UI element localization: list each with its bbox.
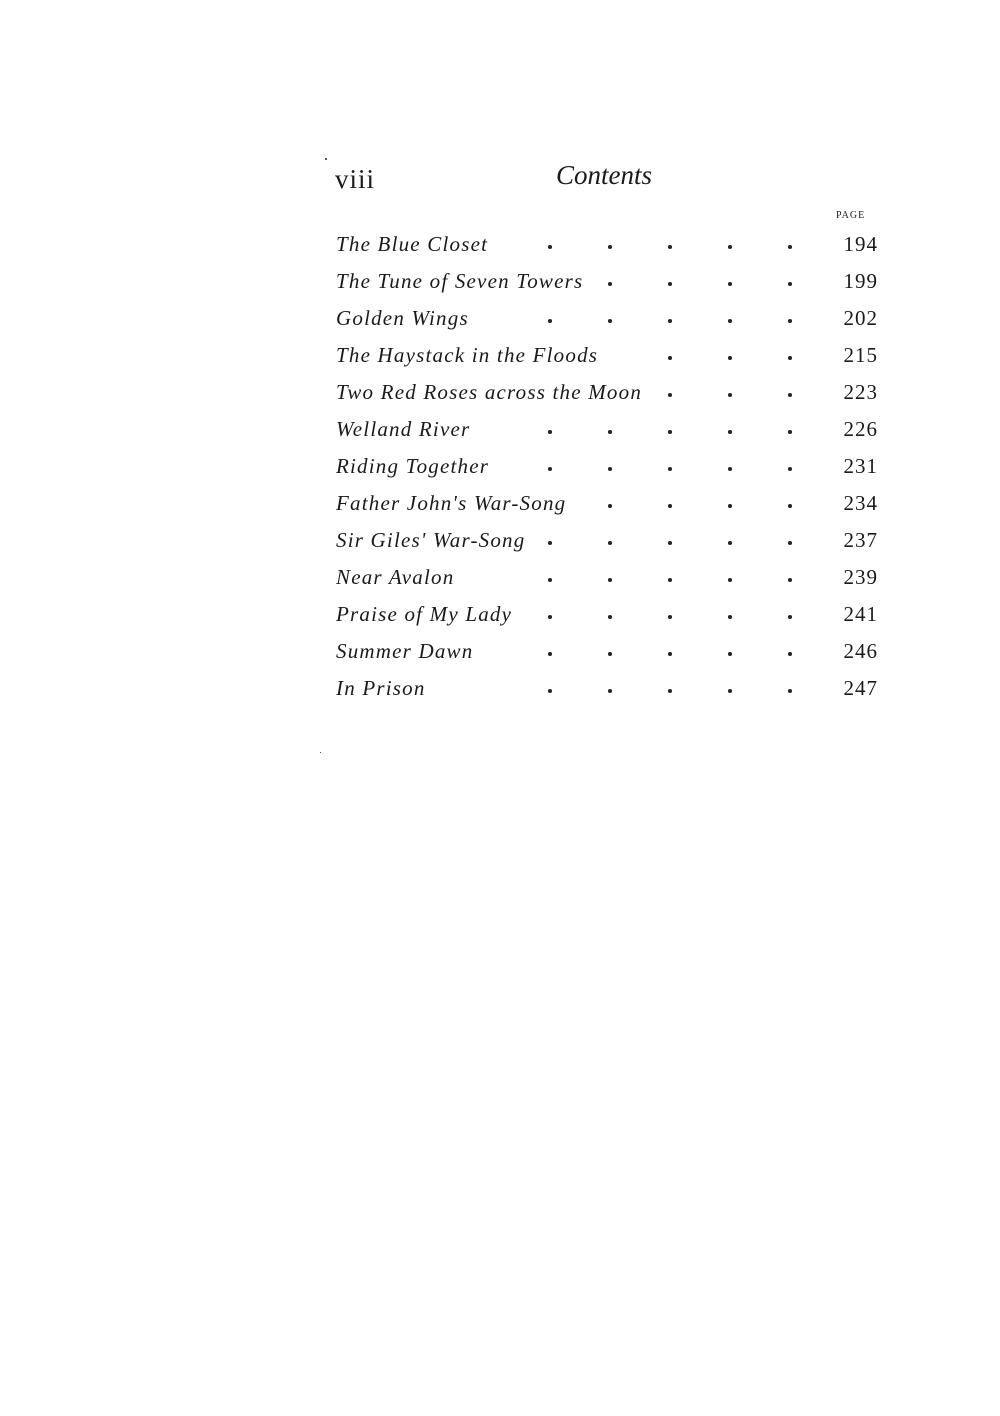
toc-entry [336, 411, 878, 448]
toc-entry-page: 239 [843, 565, 878, 589]
toc-entry-page: 241 [843, 602, 878, 626]
toc-entry-page: 246 [843, 639, 878, 663]
toc-entry [336, 226, 878, 263]
toc-entry-page: 231 [843, 454, 878, 478]
toc-entry-title: The Tune of Seven Towers [336, 263, 587, 300]
toc-entry-page: 194 [843, 232, 878, 256]
toc-entry-title: Welland River [336, 411, 474, 448]
toc-entry [336, 337, 878, 374]
toc-entry [336, 670, 878, 707]
table-of-contents [336, 226, 878, 707]
toc-entry-title: In Prison [336, 670, 430, 707]
scan-speck [325, 158, 327, 160]
toc-entry-page: 226 [843, 417, 878, 441]
toc-entry [336, 485, 878, 522]
page-number: viii [335, 164, 376, 194]
toc-entry [336, 633, 878, 670]
toc-entry-page: 247 [843, 676, 878, 700]
toc-entry-title: Father John's War-Song [336, 485, 570, 522]
toc-entry-title: Two Red Roses across the Moon [336, 374, 646, 411]
toc-entry [336, 263, 878, 300]
toc-entry-page: 234 [843, 491, 878, 515]
toc-entry-title: Sir Giles' War-Song [336, 522, 529, 559]
page-column-label: PAGE [836, 210, 866, 221]
toc-entry-title: Riding Together [336, 448, 493, 485]
toc-entry-page: 202 [843, 306, 878, 330]
toc-entry-title: Golden Wings [336, 300, 473, 337]
toc-entry-title: Near Avalon [336, 559, 458, 596]
toc-entry-page: 215 [843, 343, 878, 367]
toc-entry [336, 448, 878, 485]
running-head: Contents [556, 160, 653, 190]
toc-entry-title: The Haystack in the Floods [336, 337, 602, 374]
toc-entry [336, 596, 878, 633]
toc-entry-title: Praise of My Lady [336, 596, 516, 633]
toc-entry [336, 522, 878, 559]
toc-entry-title: Summer Dawn [336, 633, 477, 670]
toc-entry [336, 559, 878, 596]
scan-speck [320, 752, 321, 753]
toc-entry [336, 374, 878, 411]
toc-entry-title: The Blue Closet [336, 226, 492, 263]
toc-entry-page: 199 [843, 269, 878, 293]
toc-entry-page: 237 [843, 528, 878, 552]
toc-entry [336, 300, 878, 337]
toc-entry-page: 223 [843, 380, 878, 404]
